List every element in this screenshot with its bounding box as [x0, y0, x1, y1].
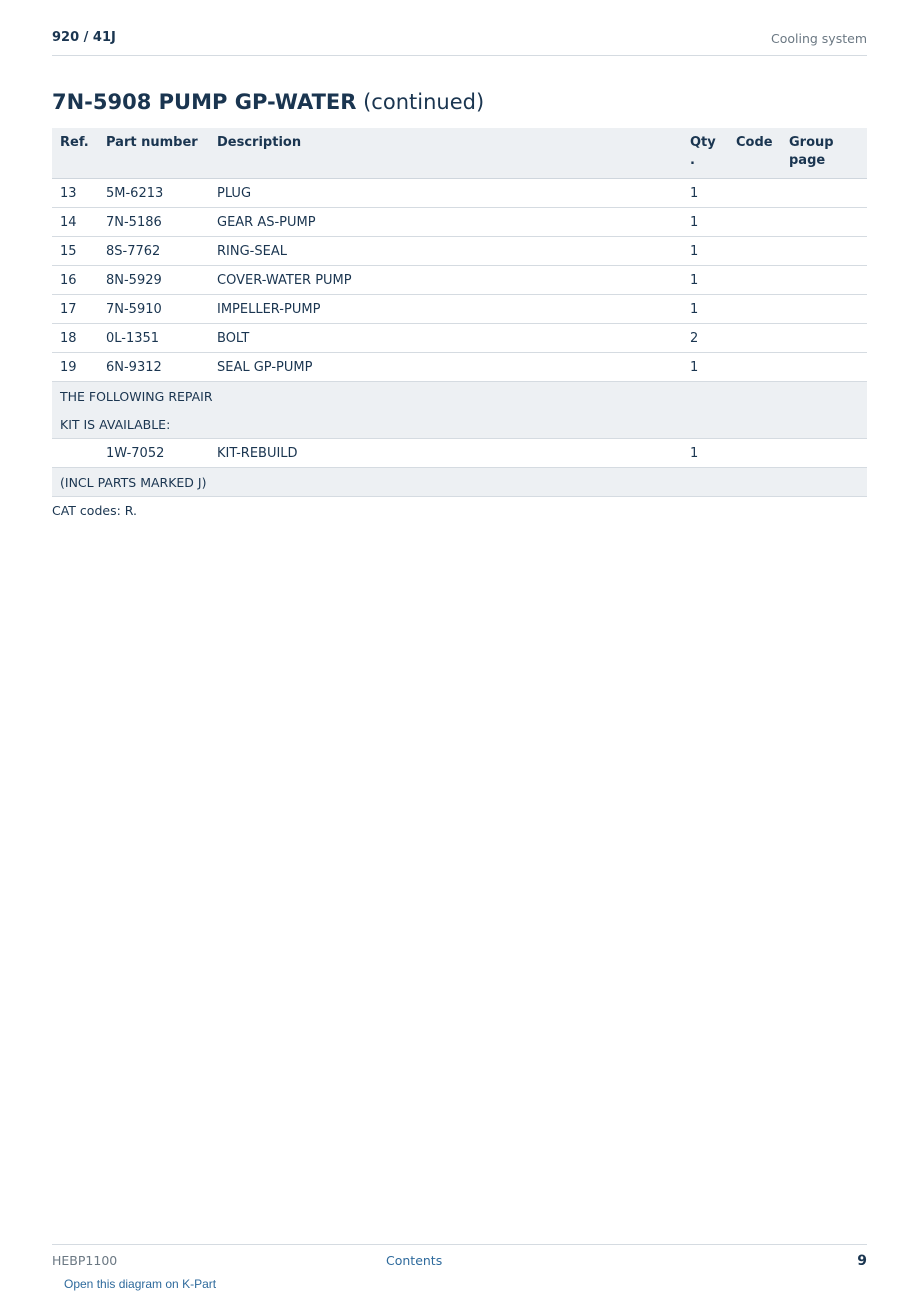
page-footer — [52, 1244, 867, 1291]
cell-group-page — [781, 237, 867, 266]
cell-group-page — [781, 208, 867, 237]
header-group-line2: page — [789, 153, 826, 168]
cell-code — [728, 324, 781, 353]
note-text: KIT IS AVAILABLE: — [52, 410, 867, 439]
cell-qty: 1 — [682, 353, 728, 382]
cell-group-page — [781, 353, 867, 382]
cell-ref: 13 — [52, 179, 98, 208]
cell-code — [728, 353, 781, 382]
page-title — [52, 90, 484, 114]
cell-code — [728, 179, 781, 208]
cell-ref: 19 — [52, 353, 98, 382]
table-header-row — [52, 128, 867, 179]
cell-group-page — [781, 295, 867, 324]
header-description: Description — [209, 128, 682, 179]
cell-description: PLUG — [209, 179, 682, 208]
cell-ref: 14 — [52, 208, 98, 237]
header-ref: Ref. — [52, 128, 98, 179]
header-qty-line2: . — [690, 153, 695, 168]
section-label: Cooling system — [771, 31, 867, 46]
cell-part-number: 8N-5929 — [98, 266, 209, 295]
cat-codes: CAT codes: R. — [52, 503, 137, 518]
cell-group-page — [781, 324, 867, 353]
note-text: THE FOLLOWING REPAIR — [52, 382, 867, 411]
header-group-line1: Group — [789, 135, 834, 150]
cell-code — [728, 295, 781, 324]
cell-description: RING-SEAL — [209, 237, 682, 266]
cell-description: IMPELLER-PUMP — [209, 295, 682, 324]
cell-ref — [52, 439, 98, 468]
cell-part-number: 5M-6213 — [98, 179, 209, 208]
cell-code — [728, 208, 781, 237]
cell-group-page — [781, 179, 867, 208]
parts-table — [52, 128, 867, 497]
cell-description: KIT-REBUILD — [209, 439, 682, 468]
header-qty-line1: Qty — [690, 135, 716, 150]
cell-ref: 16 — [52, 266, 98, 295]
cell-part-number: 8S-7762 — [98, 237, 209, 266]
note-row — [52, 410, 867, 439]
cell-ref: 15 — [52, 237, 98, 266]
cell-code — [728, 237, 781, 266]
cell-group-page — [781, 439, 867, 468]
cell-code — [728, 439, 781, 468]
cell-group-page — [781, 266, 867, 295]
title-main: 7N-5908 PUMP GP-WATER — [52, 90, 357, 114]
cell-part-number: 6N-9312 — [98, 353, 209, 382]
kpart-link[interactable]: Open this diagram on K-Part — [64, 1277, 217, 1291]
page-header — [52, 28, 867, 56]
document-id: HEBP1100 — [52, 1253, 118, 1268]
table-row — [52, 208, 867, 237]
page-number: 9 — [857, 1253, 867, 1269]
cell-code — [728, 266, 781, 295]
note-row — [52, 382, 867, 411]
contents-link[interactable]: Contents — [386, 1253, 443, 1268]
table-row — [52, 353, 867, 382]
cell-part-number: 7N-5910 — [98, 295, 209, 324]
table-row — [52, 266, 867, 295]
kit-row — [52, 439, 867, 468]
cell-qty: 1 — [682, 295, 728, 324]
cell-part-number: 0L-1351 — [98, 324, 209, 353]
table-row — [52, 237, 867, 266]
cell-qty: 1 — [682, 266, 728, 295]
title-suffix: (continued) — [363, 90, 485, 114]
cell-description: BOLT — [209, 324, 682, 353]
note-text: (INCL PARTS MARKED J) — [52, 468, 867, 497]
cell-qty: 1 — [682, 208, 728, 237]
cell-qty: 1 — [682, 237, 728, 266]
table-row — [52, 324, 867, 353]
cell-part-number: 1W-7052 — [98, 439, 209, 468]
cell-description: COVER-WATER PUMP — [209, 266, 682, 295]
cell-description: GEAR AS-PUMP — [209, 208, 682, 237]
header-group-page — [781, 128, 867, 179]
cell-description: SEAL GP-PUMP — [209, 353, 682, 382]
cell-ref: 18 — [52, 324, 98, 353]
note-row — [52, 468, 867, 497]
header-qty — [682, 128, 728, 179]
header-part-number: Part number — [98, 128, 209, 179]
model-label: 920 / 41J — [52, 30, 116, 45]
table-row — [52, 295, 867, 324]
table-row — [52, 179, 867, 208]
cell-ref: 17 — [52, 295, 98, 324]
header-code: Code — [728, 128, 781, 179]
cell-qty: 1 — [682, 439, 728, 468]
cell-qty: 1 — [682, 179, 728, 208]
cell-part-number: 7N-5186 — [98, 208, 209, 237]
cell-qty: 2 — [682, 324, 728, 353]
